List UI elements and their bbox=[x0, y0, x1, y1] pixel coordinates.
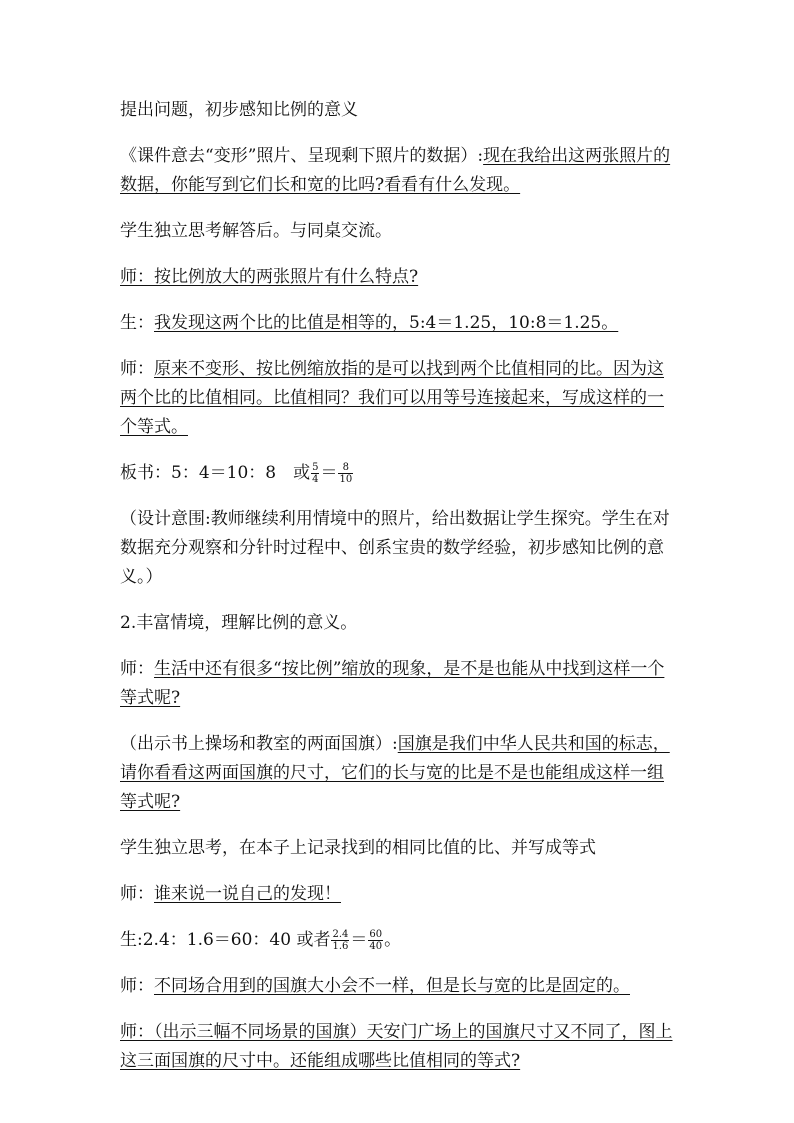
student-suffix: 。 bbox=[384, 930, 402, 950]
text-segment: 师： bbox=[120, 359, 154, 379]
text-segment: 学生独立思考，在本子上记录找到的相同比值的比、并写成等式 bbox=[120, 838, 596, 858]
board-fraction-2 bbox=[338, 462, 353, 485]
underlined-text: 生活中还有很多“按比例”缩放的现象，是不是也能从中找到这样一个等式呢? bbox=[120, 659, 665, 708]
fraction-denominator: 40 bbox=[369, 941, 383, 952]
paragraph bbox=[120, 655, 680, 713]
text-segment: （出示书上操场和教室的两面国旗）: bbox=[120, 734, 398, 754]
paragraph bbox=[120, 1018, 680, 1076]
text-segment: 2.丰富情境，理解比例的意义。 bbox=[120, 613, 358, 633]
equals-sign: ＝ bbox=[320, 463, 338, 483]
underlined-text: 谁来说一说自己的发现！ bbox=[154, 884, 341, 904]
text-segment: （设计意围:教师继续利用情境中的照片，给出数据让学生探究。学生在对数据充分观察和分针时过程中、创系宝贵的数学经验，初步感知比例的意义。） bbox=[120, 509, 670, 587]
text-segment: 《课件意去“变形”照片、呈现剩下照片的数据）: bbox=[120, 146, 484, 166]
text-segment: 师： bbox=[120, 659, 154, 679]
fraction-numerator: 60 bbox=[369, 929, 383, 940]
text-segment: 师： bbox=[120, 884, 154, 904]
paragraph bbox=[120, 609, 680, 638]
paragraph bbox=[120, 880, 680, 909]
fraction-denominator: 4 bbox=[312, 474, 319, 485]
student-fraction-2 bbox=[368, 929, 383, 952]
paragraph bbox=[120, 263, 680, 292]
underlined-text: 原来不变形、按比例缩放指的是可以找到两个比值相同的比。因为这两个比的比值相同。比值相同？我们可以用等号连接起来，写成这样的一个等式。 bbox=[120, 359, 664, 437]
text-segment: 提出问题，初步感知比例的意义 bbox=[120, 100, 358, 120]
paragraph bbox=[120, 142, 680, 200]
document-body bbox=[120, 96, 680, 1093]
paragraph bbox=[120, 834, 680, 863]
student-answer bbox=[120, 926, 680, 955]
paragraph bbox=[120, 972, 680, 1001]
board-writing bbox=[120, 459, 680, 488]
paragraph bbox=[120, 505, 680, 592]
text-segment: 生： bbox=[120, 313, 154, 333]
student-fraction-1 bbox=[331, 929, 349, 952]
paragraph bbox=[120, 730, 680, 817]
fraction-numerator: 2.4 bbox=[332, 929, 349, 940]
student-prefix: 生:2.4：1.6＝60：40 或者 bbox=[120, 930, 331, 950]
paragraph bbox=[120, 355, 680, 442]
fraction-numerator: 5 bbox=[312, 462, 319, 473]
text-segment: 师： bbox=[120, 976, 154, 996]
underlined-text: 不同场合用到的国旗大小会不一样，但是长与宽的比是固定的。 bbox=[154, 976, 630, 996]
board-prefix: 板书：5：4＝10：8 或 bbox=[120, 463, 311, 483]
underlined-text: 师：按比例放大的两张照片有什么特点? bbox=[120, 267, 419, 287]
paragraph bbox=[120, 217, 680, 246]
text-segment: 学生独立思考解答后。与同桌交流。 bbox=[120, 221, 392, 241]
underlined-text: 师：（出示三幅不同场景的国旗）天安门广场上的国旗尺寸又不同了，图上这三面国旗的尺寸中。还能组成哪些比值相同的等式? bbox=[120, 1022, 673, 1071]
paragraph bbox=[120, 96, 680, 125]
fraction-numerator: 8 bbox=[338, 462, 353, 474]
board-fraction-1 bbox=[311, 462, 319, 485]
fraction-denominator: 1.6 bbox=[332, 941, 349, 952]
paragraph bbox=[120, 309, 680, 338]
fraction-denominator: 10 bbox=[339, 474, 353, 485]
equals-sign: ＝ bbox=[350, 930, 368, 950]
underlined-text: 现在我给出这两张照片的数据，你能写到它们长和宽的比吗?看看有什么发现。 bbox=[120, 146, 671, 195]
underlined-text: 国旗是我们中华人民共和国的标志，请你看看这两面国旗的尺寸，它们的长与宽的比是不是也能组成这样一组等式呢? bbox=[120, 734, 670, 812]
underlined-text: 我发现这两个比的比值是相等的，5:4＝1.25，10:8＝1.25。 bbox=[154, 313, 619, 333]
